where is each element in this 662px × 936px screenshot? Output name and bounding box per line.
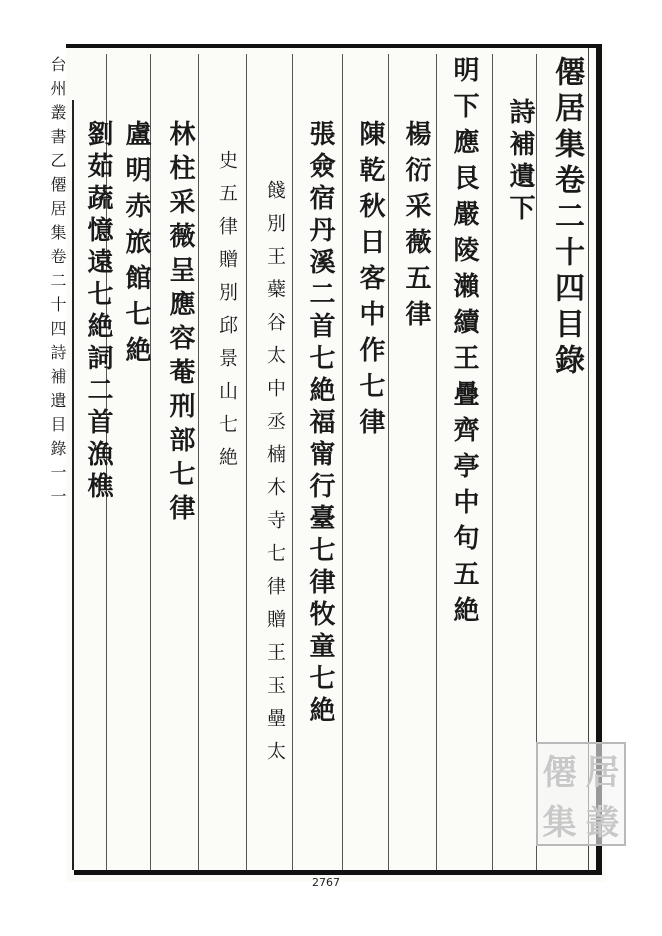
entry-column: 陳乾秋日客中作七律: [355, 120, 385, 444]
entry-continuation: 史五律贈別邱景山七絶: [216, 150, 238, 480]
page-number: 2767: [312, 876, 340, 889]
bottom-border: [74, 870, 602, 875]
column-rule: [492, 54, 493, 870]
entry-column: 楊衍采薇五律: [401, 120, 431, 336]
left-border: [72, 100, 74, 870]
margin-column: 台州叢書乙僊居集卷二十四詩補遺目錄一一: [48, 56, 67, 512]
column-rule: [292, 54, 293, 870]
top-border: [66, 44, 600, 48]
entry-column: 明下應艮嚴陵瀨續王疊齊亭中句五絶: [449, 56, 479, 632]
seal-glyph: 集: [542, 802, 577, 843]
section-heading: 詩補遺下: [505, 98, 535, 226]
column-rule: [436, 54, 437, 870]
page-title: 僊居集卷二十四目錄: [549, 56, 584, 380]
seal-glyph: 僊: [542, 752, 577, 793]
entry-column: 劉茹蔬憶遠七絶詞二首漁樵: [83, 120, 113, 504]
entry-column: 盧明赤旅館七絶: [121, 120, 151, 372]
seal-glyph: 叢: [585, 802, 620, 843]
seal-glyph: 居: [585, 752, 620, 793]
entry-column: 張僉宿丹溪二首七絶福甯行臺七律牧童七絶: [305, 120, 335, 728]
library-seal: [536, 742, 626, 846]
entry-column: 林柱采薇呈應容菴刑部七律: [165, 120, 195, 528]
entry-continuation: 餞別王蘗谷太中丞楠木寺七律贈王玉壘太: [264, 180, 286, 774]
column-rule: [246, 54, 247, 870]
column-rule: [342, 54, 343, 870]
